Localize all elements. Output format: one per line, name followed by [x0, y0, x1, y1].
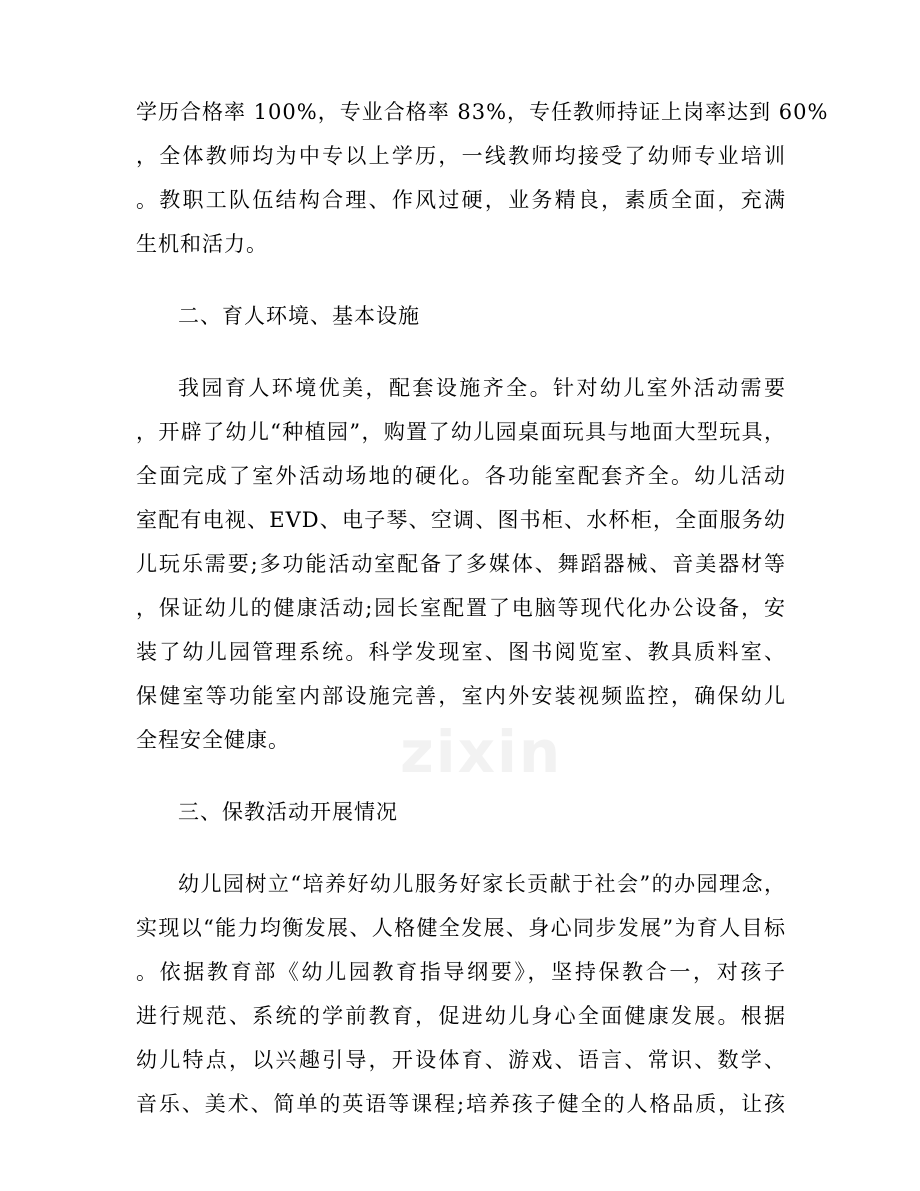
text-line: 进行规范、系统的学前教育，促进幼儿身心全面健康发展。根据 [136, 1004, 786, 1028]
text-line: 幼儿特点，以兴趣引导，开设体育、游戏、语言、常识、数学、 [136, 1048, 786, 1072]
text-line: 我园育人环境优美，配套设施齐全。针对幼儿室外活动需要 [178, 376, 786, 400]
text-line: 保健室等功能室内部设施完善，室内外安装视频监控，确保幼儿 [136, 684, 786, 708]
paragraph-spacer [136, 770, 786, 798]
text-line: 室配有电视、EVD、电子琴、空调、图书柜、水杯柜，全面服务幼 [136, 508, 786, 532]
paragraph-spacer [136, 274, 786, 302]
text-line: 。依据教育部《幼儿园教育指导纲要》，坚持保教合一，对孩子 [136, 960, 786, 984]
paragraph-spacer [136, 842, 786, 870]
text-line: 全程安全健康。 [136, 728, 290, 752]
paragraph-spacer [136, 346, 786, 374]
paragraph-staff-qualifications [136, 98, 829, 258]
text-line: 学历合格率 100%，专业合格率 83%，专任教师持证上岗率达到 60% [136, 100, 829, 124]
text-line: 儿玩乐需要;多功能活动室配备了多媒体、舞蹈器械、音美器材等 [136, 552, 786, 576]
watermark: zixin [400, 718, 563, 786]
text-line: 实现以“能力均衡发展、人格健全发展、身心同步发展”为育人目标 [136, 916, 786, 940]
text-line: 生机和活力。 [136, 232, 268, 256]
text-line: 装了幼儿园管理系统。科学发现室、图书阅览室、教具质料室、 [136, 640, 786, 664]
section-heading-activities: 三、保教活动开展情况 [178, 800, 398, 824]
section-heading-environment: 二、育人环境、基本设施 [178, 304, 420, 328]
paragraph-facilities [136, 374, 786, 754]
text-line: 音乐、美术、简单的英语等课程;培养孩子健全的人格品质，让孩 [136, 1092, 786, 1116]
text-line: ，开辟了幼儿“种植园”，购置了幼儿园桌面玩具与地面大型玩具， [136, 420, 786, 444]
text-line: ，保证幼儿的健康活动;园长室配置了电脑等现代化办公设备，安 [136, 596, 786, 620]
document-body [136, 98, 829, 1134]
text-line: 幼儿园树立“培养好幼儿服务好家长贡献于社会”的办园理念， [178, 872, 786, 896]
paragraph-teaching-activities [136, 870, 786, 1118]
text-line: ，全体教师均为中专以上学历，一线教师均接受了幼师专业培训 [136, 144, 786, 168]
text-line: 。教职工队伍结构合理、作风过硬，业务精良，素质全面，充满 [136, 188, 786, 212]
text-line: 全面完成了室外活动场地的硬化。各功能室配套齐全。幼儿活动 [136, 464, 786, 488]
